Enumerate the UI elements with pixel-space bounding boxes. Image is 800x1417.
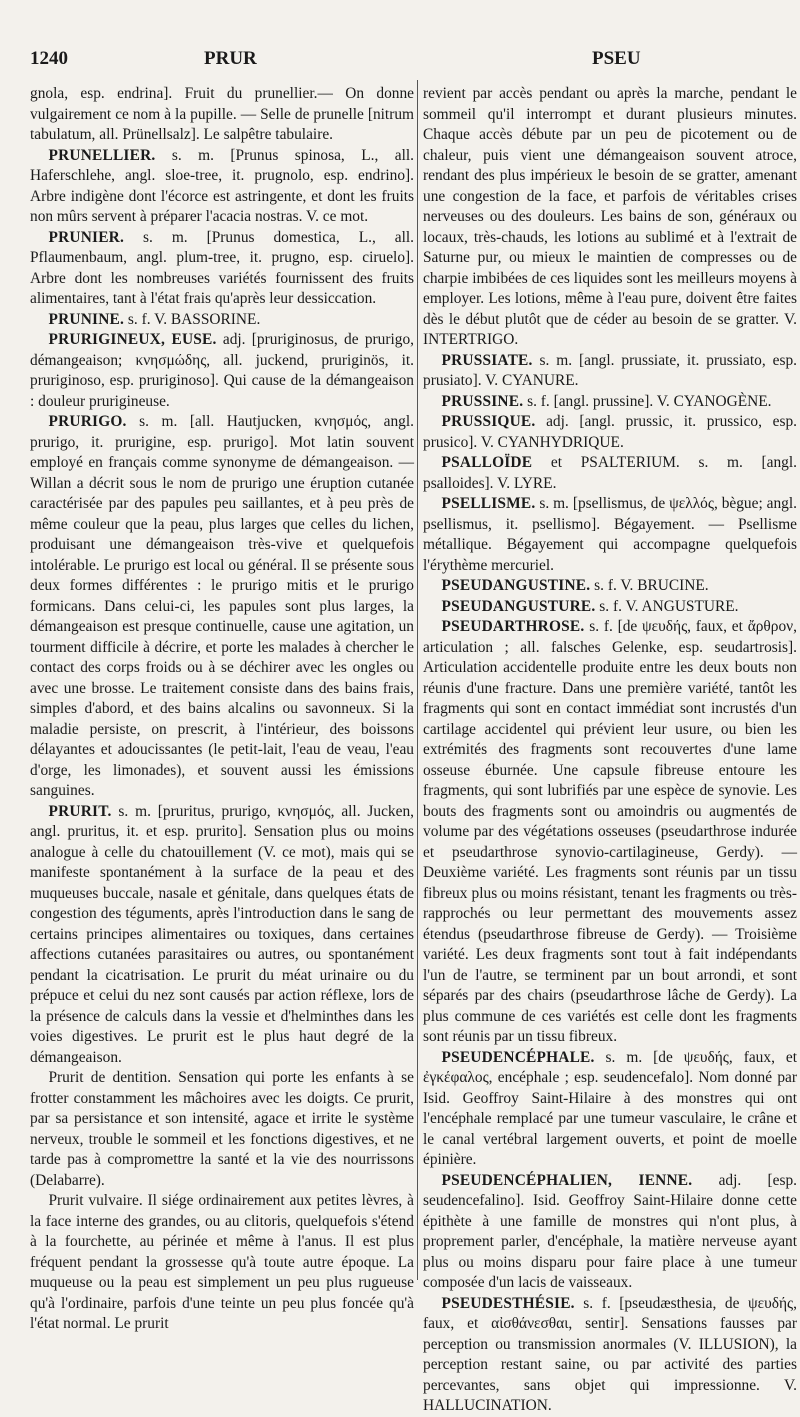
entry-text: adj. [angl. prussic, it. prussico, esp. prusico]. V. CYANHYDRIQUE. — [423, 413, 797, 451]
entry-text: s. f. V. ANGUSTURE. — [595, 597, 739, 615]
entry-text: s. f. V. BASSORINE. — [124, 310, 261, 328]
right-column — [423, 84, 797, 1417]
headword: PSELLISME. — [441, 495, 536, 512]
entry-text: s. f. [angl. prussine]. V. CYANOGÈNE. — [523, 392, 772, 410]
headword: PSEUDESTHÉSIE. — [441, 1294, 575, 1312]
entry-text: adj. [esp. seudencefalino]. Isid. Geoffroy Saint-Hilaire donne cette épithète à une famille de monstres qui n'ont plus, à proprement parler, d'encéphale, la matière nerveuse ayant plus ou moins disparu pour faire place à une tumeur composée d'un lacis de vaisseaux. — [423, 1171, 797, 1291]
dictionary-entry — [423, 597, 797, 618]
dictionary-entry — [30, 412, 414, 802]
running-header — [0, 48, 800, 74]
entry-text: s. f. [de ψευδής, faux, et ἄρθρον, articulation ; all. falsches Gelenke, esp. seudartrosis]. Articulation accidentelle produite entre les deux bouts non réunis d'une fracture. Dans une première variété, tantôt les fragments qui sont en contact immédiat sont incrustés d'un cartilage accidentel qui prévient leur usure, ou bien les extrémités des fragments sont recouvertes d'une lame osseuse éburnée. Une capsule fibreuse entoure les fragments, qui sont lubrifiés par une espèce de synovie. Les bouts des fragments sont ou amoindris ou augmentés de volume par des végétations osseuses (pseudarthrose indurée et pseudarthrose synovio-cartilagineuse, Gerdy). — Deuxième variété. Les fragments sont réunis par un tissu fibreux plus ou moins résistant, tenant les fragments ou très-rapprochés ou leur permettant des mouvements assez étendus (pseudarthrose fibreuse de Gerdy). — Troisième variété. Les deux fragments sont tout à fait indépendants l'un de l'autre, se terminent par un bout arrondi, et sont séparés par des chairs (pseudarthrose lâche de Gerdy). La plus commune de ces variétés est celle dont les fragments sont réunis par un tissu fibreux. — [423, 618, 797, 1045]
dictionary-entry — [30, 146, 414, 228]
entry-text: s. m. [Prunus domestica, L., all. Pflaumenbaum, angl. plum-tree, it. prugno, esp. ciruelo]. Arbre dont les nombreuses variétés fournissent des fruits alimentaires, tant à l'état frais qu'après leur dessiccation. — [30, 228, 414, 307]
headword: PRUSSIQUE. — [441, 413, 536, 430]
entry-continuation: revient par accès pendant ou après la marche, pendant le sommeil qu'il interrompt et durant plusieurs minutes. Chaque accès débute par un peu de picotement ou de chaleur, puis vient une démangeaison souvent atroce, rendant des plus impérieux le besoin de se gratter, amenant une congestion de la face, et parfois de véritables crises nerveuses ou des douleurs. Les bains de son, généraux ou locaux, très-chauds, les lotions au sublimé et à l'extrait de Saturne pur, ou mieux le maintien de compresses ou de charpie imbibées de ces liquides sont les meilleurs moyens à employer. Les lotions, même à l'eau pure, doivent être faites dès le début plutôt que de céder au besoin de se gratter. V. INTERTRIGO. — [423, 85, 797, 348]
dictionary-entry — [423, 453, 797, 494]
entry-text: et PSALTERIUM. s. m. [angl. psalloides]. V. LYRE. — [423, 454, 797, 492]
headword: PSEUDANGUSTURE. — [441, 597, 596, 615]
entry-text: s. m. [de ψευδής, faux, et ἐγκέφαλος, encéphale ; esp. seudencefalo]. Nom donné par Isid. Geoffroy Saint-Hilaire à des monstres qui ont l'encéphale remplacé par une tumeur vasculaire, le crâne et le canal vertébral largement ouverts, et point de moelle épinière. — [423, 1048, 797, 1168]
dictionary-entry — [30, 802, 414, 1069]
dictionary-entry — [30, 228, 414, 310]
entry-text: s. f. V. BRUCINE. — [590, 577, 709, 594]
dictionary-entry — [423, 494, 797, 576]
headword: PRURIGINEUX, EUSE. — [48, 331, 217, 348]
right-guide-word: PSEU — [592, 48, 641, 69]
headword: PRUSSIATE. — [441, 351, 533, 369]
entry-text: adj. [pruriginosus, de prurigo, démangeaison; κνησμώδης, all. juckend, pruriginös, it. pruriginoso, esp. pruriginoso]. Qui cause de la démangeaison : douleur prurigineuse. — [30, 331, 415, 410]
entry-text: s. f. [pseudæsthesia, de ψευδής, faux, et αἰσθάνεσθαι, sentir]. Sensations fausses par perception ou transmission anormales (V. ILLUSION), la perception restant saine, ou par activité des parties percevantes, sans objet qui impressionne. V. HALLUCINATION. — [423, 1294, 797, 1414]
dictionary-entry — [423, 412, 797, 453]
sub-entry — [30, 1191, 414, 1335]
dictionary-entry — [423, 392, 797, 413]
page-number: 1240 — [30, 48, 68, 69]
entry-text: Prurit de dentition. Sensation qui porte les enfants à se frotter constamment les mâchoires avec les doigts. Ce prurit, par sa persistance et son intensité, agace et irrite le système nerveux, trouble le sommeil et les fonctions digestives, et ne tarde pas à compromettre la santé et la vie des nourrissons (Delabarre). — [30, 1069, 414, 1189]
entry-text: Prurit vulvaire. Il siége ordinairement aux petites lèvres, à la face interne des grandes, ou au clitoris, quelquefois s'étend à la fourchette, au périnée et même à l'anus. Il est plus fréquent pendant la grossesse qu'à toute autre époque. La muqueuse ou la peau est simplement un peu plus rugueuse qu'à l'ordinaire, parfois d'une teinte un peu plus foncée qu'à l'état normal. Le prurit — [30, 1192, 414, 1332]
headword: PSEUDENCÉPHALIEN, IENNE. — [441, 1171, 693, 1189]
dictionary-entry — [423, 576, 797, 597]
headword: PRUNELLIER. — [48, 146, 156, 164]
left-guide-word: PRUR — [204, 48, 257, 69]
entry-text: s. m. [Prunus spinosa, L., all. Haferschlehe, angl. sloe-tree, it. prugnolo, esp. endrino]. Arbre indigène dont l'écorce est astringente, et dont les fruits non mûrs servent à préparer l'acacia nostras. V. ce mot. — [30, 146, 414, 225]
entry-text: s. m. [all. Hautjucken, κνησμός, angl. prurigo, it. prurigine, esp. prurigo]. Mot latin souvent employé en français comme synonyme de démangeaison. — Willan a décrit sous le nom de prurigo une éruption cutanée caractérisée par des papules peu saillantes, et à peu près de même couleur que la peau, plus larges que celles du lichen, produisant une démangeaison très-vive et quelquefois intolérable. Le prurigo est local ou général. Il se présente sous deux formes différentes : le prurigo mitis et le prurigo formicans. Dans celui-ci, les papules sont plus larges, la démangeaison est presque continuelle, cause une agitation, un tourment difficile à décrire, et porte les malades à chercher le contact des corps froids ou à se déchirer avec les ongles ou avec une brosse. Le traitement consiste dans des bains frais, simples d'abord, et des bains alcalins ou savonneux. Si la maladie persiste, on prescrit, à l'intérieur, des boissons délayantes et adoucissantes (le petit-lait, l'eau de veau, l'eau d'orge, les limonades), et souvent aussi les émissions sanguines. — [30, 413, 414, 799]
sub-entry — [30, 1068, 414, 1191]
dictionary-entry — [30, 330, 414, 412]
dictionary-entry — [423, 1171, 797, 1294]
dictionary-entry — [423, 1048, 797, 1171]
entry-text: s. m. [psellismus, de ψελλός, bègue; angl. psellismus, it. psellismo]. Bégayement. — Psellisme métallique. Bégayement qui accompagne quelquefois l'érythème mercuriel. — [423, 495, 797, 574]
entry-text: s. m. [angl. prussiate, it. prussiato, esp. prusiato]. V. CYANURE. — [423, 351, 797, 389]
entry-continuation: gnola, esp. endrina]. Fruit du prunellier.— On donne vulgairement ce nom à la pupille. — Selle de prunelle [nitrum tabulatum, all. Prünellsalz]. Le salpêtre tabulaire. — [30, 85, 414, 143]
left-column — [30, 84, 414, 1335]
headword: PRURIT. — [48, 802, 112, 820]
headword: PRURIGO. — [48, 413, 127, 430]
column-divider — [417, 80, 418, 1280]
headword: PRUNIER. — [48, 228, 125, 246]
headword: PSALLOÏDE — [441, 454, 533, 471]
dictionary-entry — [30, 310, 414, 331]
headword: PRUNINE. — [48, 310, 125, 328]
headword: PSEUDANGUSTINE. — [441, 577, 591, 594]
headword: PRUSSINE. — [441, 392, 524, 410]
entry-text: s. m. [pruritus, prurigo, κνησμός, all. Jucken, angl. pruritus, it. et esp. prurito]. Sensation plus ou moins analogue à celle du chatouillement (V. ce mot), mais qui se manifeste spontanément à la surface de la peau et des muqueuses buccale, nasale et génitale, dans quelques états de congestion des téguments, après l'introduction dans le sang de certains principes alimentaires ou toxiques, dans certaines affections cutanées parasitaires ou autres, ou spontanément pendant la cicatrisation. Le prurit du méat urinaire ou du prépuce et celui du nez sont causés par action réflexe, lors de la présence de calculs dans la vessie et d'helminthes dans les voies digestives. Le prurit est le plus haut degré de la démangeaison. — [30, 802, 414, 1066]
headword: PSEUDARTHROSE. — [441, 618, 585, 635]
headword: PSEUDENCÉPHALE. — [441, 1048, 595, 1066]
dictionary-entry — [423, 1294, 797, 1417]
dictionary-entry — [423, 351, 797, 392]
dictionary-entry — [423, 617, 797, 1048]
